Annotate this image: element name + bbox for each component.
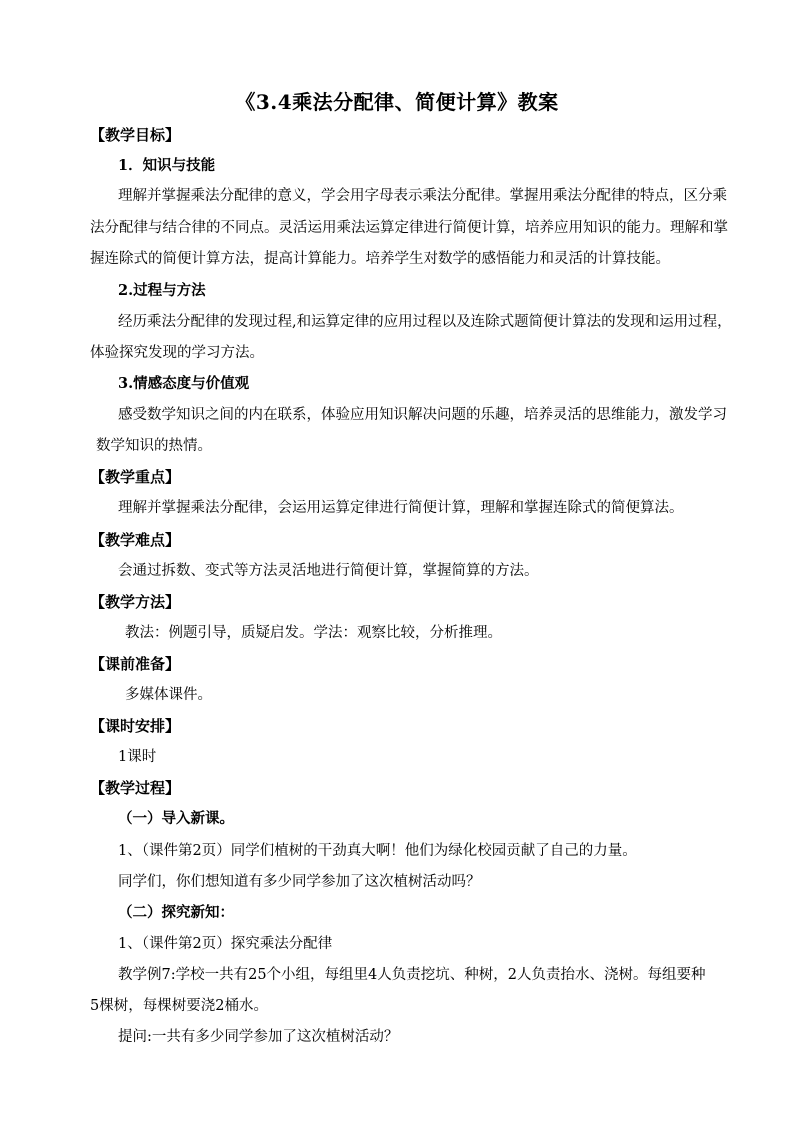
paragraph-line: 握连除式的简便计算方法，提高计算能力。培养学生对数学的感悟能力和灵活的计算技能。 bbox=[90, 251, 670, 267]
subheading-introduction: （一）导入新课。 bbox=[118, 810, 234, 827]
paragraph-line: 数学知识的热情。 bbox=[96, 438, 212, 454]
paragraph-line: 提问:一共有多少同学参加了这次植树活动？ bbox=[118, 1029, 399, 1045]
paragraph-line: 会通过拆数、变式等方法灵活地进行简便计算，掌握简算的方法。 bbox=[118, 563, 539, 579]
section-heading-schedule: 【课时安排】 bbox=[90, 717, 181, 735]
subheading-process: 2.过程与方法 bbox=[118, 282, 206, 299]
section-heading-preparation: 【课前准备】 bbox=[90, 655, 181, 673]
section-heading-process: 【教学过程】 bbox=[90, 779, 181, 797]
paragraph-line: 1课时 bbox=[118, 749, 157, 765]
paragraph-line: 感受数学知识之间的内在联系，体验应用知识解决问题的乐趣，培养灵活的思维能力，激发学习 bbox=[118, 407, 727, 423]
paragraph-line: 教法：例题引导，质疑启发。学法：观察比较，分析推理。 bbox=[125, 625, 502, 641]
paragraph-line: 理解并掌握乘法分配律，会运用运算定律进行简便计算，理解和掌握连除式的简便算法。 bbox=[118, 500, 684, 516]
subheading-emotion: 3.情感态度与价值观 bbox=[118, 375, 250, 392]
section-heading-methods: 【教学方法】 bbox=[90, 593, 181, 611]
paragraph-line: 1、（课件第2页）同学们植树的干劲真大啊！他们为绿化校园贡献了自己的力量。 bbox=[118, 843, 637, 859]
document-title: 《3.4乘法分配律、简便计算》教案 bbox=[235, 90, 559, 114]
subheading-exploration: （二）探究新知： bbox=[118, 904, 234, 921]
paragraph-line: 同学们，你们想知道有多少同学参加了这次植树活动吗？ bbox=[118, 874, 481, 890]
paragraph-line: 理解并掌握乘法分配律的意义，学会用字母表示乘法分配律。掌握用乘法分配律的特点，区分乘 bbox=[118, 188, 727, 204]
paragraph-line: 教学例7:学校一共有25个小组，每组里4人负责挖坑、种树，2人负责抬水、浇树。每组要种 bbox=[118, 967, 706, 983]
paragraph-line: 5棵树，每棵树要浇2桶水。 bbox=[90, 998, 268, 1014]
section-heading-key-points: 【教学重点】 bbox=[90, 468, 181, 486]
paragraph-line: 多媒体课件。 bbox=[125, 687, 212, 703]
paragraph-line: 法分配律与结合律的不同点。灵活运用乘法运算定律进行简便计算，培养应用知识的能力。理解和掌 bbox=[90, 220, 728, 236]
section-heading-objectives: 【教学目标】 bbox=[90, 126, 181, 144]
paragraph-line: 体验探究发现的学习方法。 bbox=[90, 345, 264, 361]
section-heading-difficulties: 【教学难点】 bbox=[90, 531, 181, 549]
paragraph-line: 1、（课件第2页）探究乘法分配律 bbox=[118, 936, 333, 952]
paragraph-line: 经历乘法分配律的发现过程,和运算定律的应用过程以及连除式题简便计算法的发现和运用过程， bbox=[118, 314, 732, 330]
subheading-knowledge: 1．知识与技能 bbox=[118, 157, 216, 174]
